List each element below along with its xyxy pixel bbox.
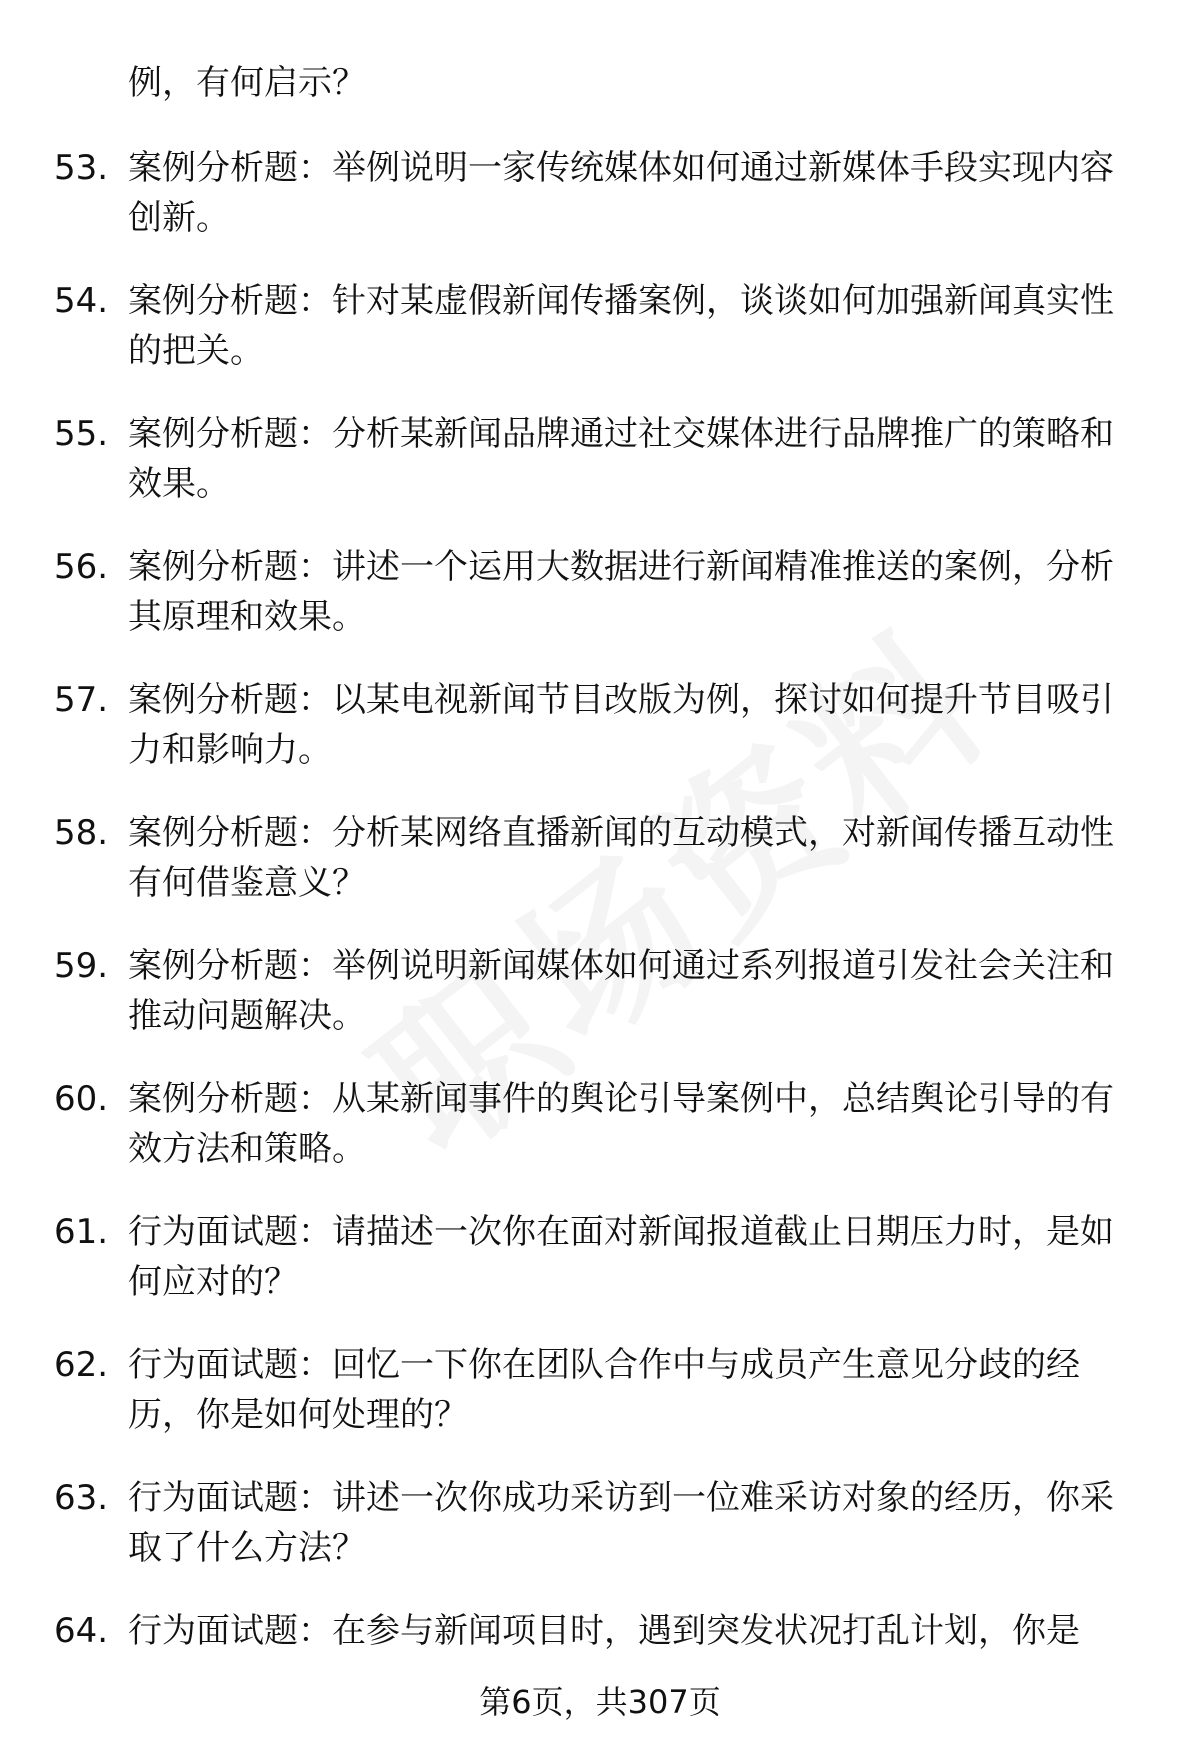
page-footer: 第6页，共307页 bbox=[479, 1683, 721, 1721]
question-text: 行为面试题：讲述一次你成功采访到一位难采访对象的经历，你采取了什么方法？ bbox=[128, 1478, 1114, 1568]
question-item bbox=[0, 276, 1200, 409]
question-item bbox=[0, 409, 1200, 542]
question-number: 64. bbox=[54, 1611, 109, 1651]
question-text: 案例分析题：分析某新闻品牌通过社交媒体进行品牌推广的策略和效果。 bbox=[128, 414, 1114, 504]
question-text: 案例分析题：以某电视新闻节目改版为例，探讨如何提升节目吸引力和影响力。 bbox=[128, 680, 1114, 770]
question-text: 案例分析题：举例说明新闻媒体如何通过系列报道引发社会关注和推动问题解决。 bbox=[128, 946, 1114, 1036]
question-text: 行为面试题：回忆一下你在团队合作中与成员产生意见分歧的经历，你是如何处理的？ bbox=[128, 1345, 1080, 1435]
question-item bbox=[0, 675, 1200, 808]
question-text: 案例分析题：从某新闻事件的舆论引导案例中，总结舆论引导的有效方法和策略。 bbox=[128, 1079, 1114, 1169]
question-text: 行为面试题：请描述一次你在面对新闻报道截止日期压力时，是如何应对的？ bbox=[128, 1212, 1114, 1302]
question-number: 54. bbox=[54, 281, 109, 321]
question-text: 案例分析题：举例说明一家传统媒体如何通过新媒体手段实现内容创新。 bbox=[128, 148, 1114, 238]
question-text: 案例分析题：讲述一个运用大数据进行新闻精准推送的案例，分析其原理和效果。 bbox=[128, 547, 1114, 637]
question-item bbox=[0, 941, 1200, 1074]
question-item bbox=[0, 143, 1200, 276]
question-list bbox=[0, 143, 1200, 1739]
question-text: 案例分析题：针对某虚假新闻传播案例，谈谈如何加强新闻真实性的把关。 bbox=[128, 281, 1114, 371]
question-item bbox=[0, 808, 1200, 941]
question-item bbox=[0, 1340, 1200, 1473]
question-number: 61. bbox=[54, 1212, 109, 1252]
question-text: 行为面试题：在参与新闻项目时，遇到突发状况打乱计划，你是 bbox=[128, 1611, 1080, 1651]
question-text: 案例分析题：分析某网络直播新闻的互动模式，对新闻传播互动性有何借鉴意义？ bbox=[128, 813, 1114, 903]
question-number: 56. bbox=[54, 547, 109, 587]
question-number: 59. bbox=[54, 946, 109, 986]
continuation-text: 例，有何启示？ bbox=[128, 63, 366, 103]
question-item bbox=[0, 542, 1200, 675]
question-item bbox=[0, 1074, 1200, 1207]
question-item bbox=[0, 1207, 1200, 1340]
question-number: 62. bbox=[54, 1345, 109, 1385]
question-number: 58. bbox=[54, 813, 109, 853]
question-number: 63. bbox=[54, 1478, 109, 1518]
question-number: 57. bbox=[54, 680, 109, 720]
question-item bbox=[0, 1473, 1200, 1606]
question-number: 55. bbox=[54, 414, 109, 454]
question-number: 53. bbox=[54, 148, 109, 188]
question-number: 60. bbox=[54, 1079, 109, 1119]
